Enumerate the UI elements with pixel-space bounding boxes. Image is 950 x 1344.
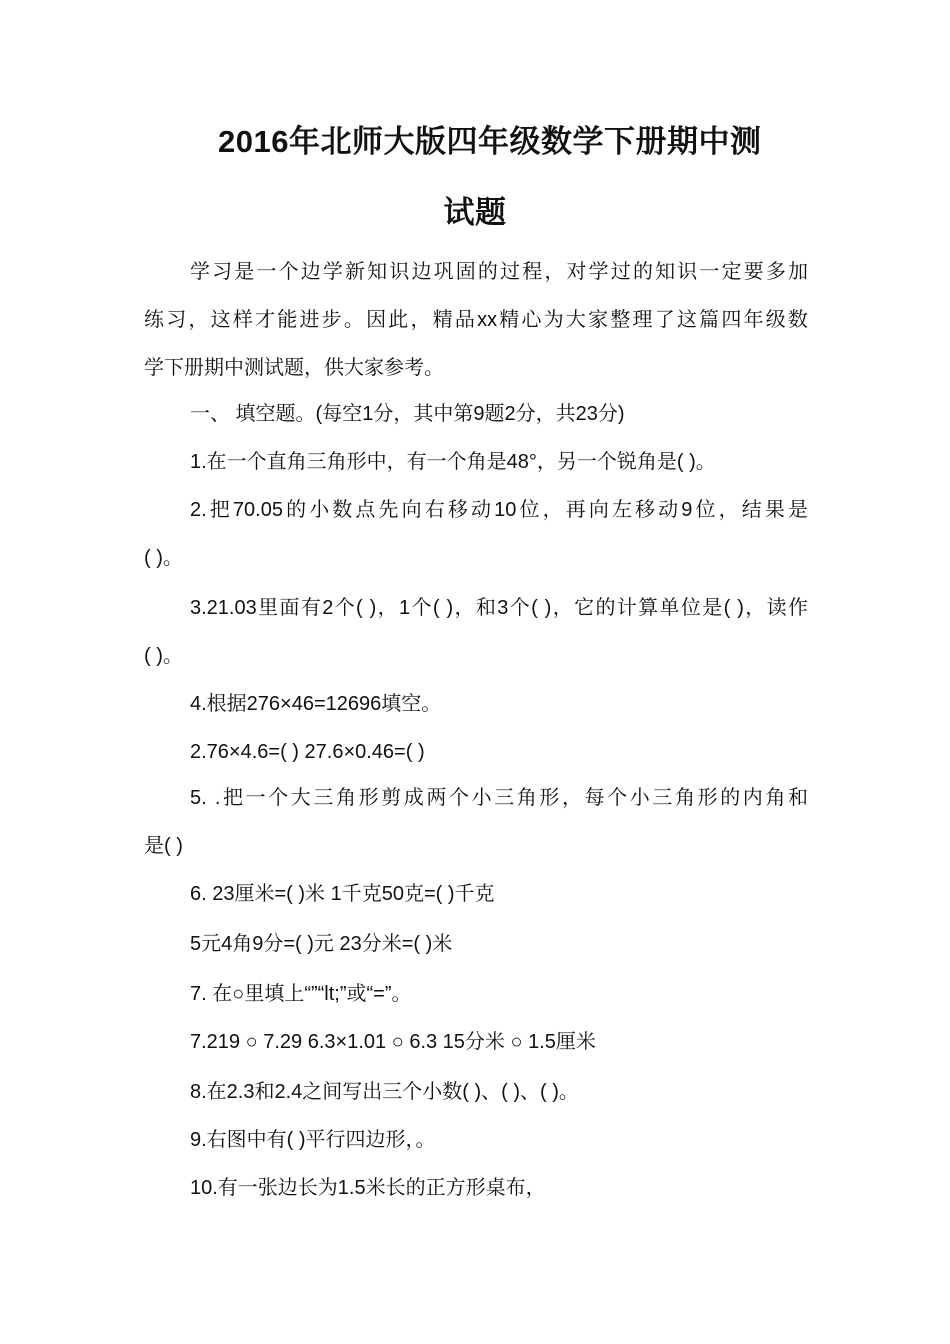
question-4-sub: 2.76×4.6=( ) 27.6×0.46=( ): [190, 741, 425, 763]
question-3-line-1: 3.21.03里面有2个( )，1个( )，和3个( )，它的计算单位是( )，读作: [190, 597, 808, 619]
question-10: 10.有一张边长为1.5米长的正方形桌布，: [190, 1177, 546, 1199]
question-3-line-2: ( )。: [144, 645, 183, 667]
intro-line-2: 练习，这样才能进步。因此，精品xx精心为大家整理了这篇四年级数: [144, 309, 808, 331]
question-7-sub: 7.219 ○ 7.29 6.3×1.01 ○ 6.3 15分米 ○ 1.5厘米: [190, 1031, 596, 1053]
question-7: 7. 在○里填上“”“lt;”或“=”。: [190, 983, 412, 1005]
document-title-line2: 试题: [443, 195, 507, 230]
intro-line-1: 学习是一个边学新知识边巩固的过程，对学过的知识一定要多加: [190, 261, 808, 283]
question-5-line-1: 5. .把一个大三角形剪成两个小三角形，每个小三角形的内角和: [190, 787, 808, 809]
question-9: 9.右图中有( )平行四边形，。: [190, 1129, 436, 1151]
question-5-line-2: 是( ): [144, 835, 183, 857]
intro-line-3: 学下册期中测试题，供大家参考。: [144, 357, 444, 379]
question-8: 8.在2.3和2.4之间写出三个小数( )、( )、( )。: [190, 1081, 579, 1103]
section-heading: 一、 填空题。(每空1分，其中第9题2分，共23分): [190, 403, 625, 425]
question-6: 6. 23厘米=( )米 1千克50克=( )千克: [190, 883, 495, 905]
question-6-sub: 5元4角9分=( )元 23分米=( )米: [190, 933, 453, 955]
question-1: 1.在一个直角三角形中，有一个角是48°，另一个锐角是( )。: [190, 451, 716, 473]
question-4: 4.根据276×46=12696填空。: [190, 693, 442, 715]
question-2-line-1: 2.把70.05的小数点先向右移动10位，再向左移动9位，结果是: [190, 499, 808, 521]
document-title-line1: 2016年北师大版四年级数学下册期中测: [218, 124, 762, 159]
question-2-line-2: ( )。: [144, 547, 183, 569]
